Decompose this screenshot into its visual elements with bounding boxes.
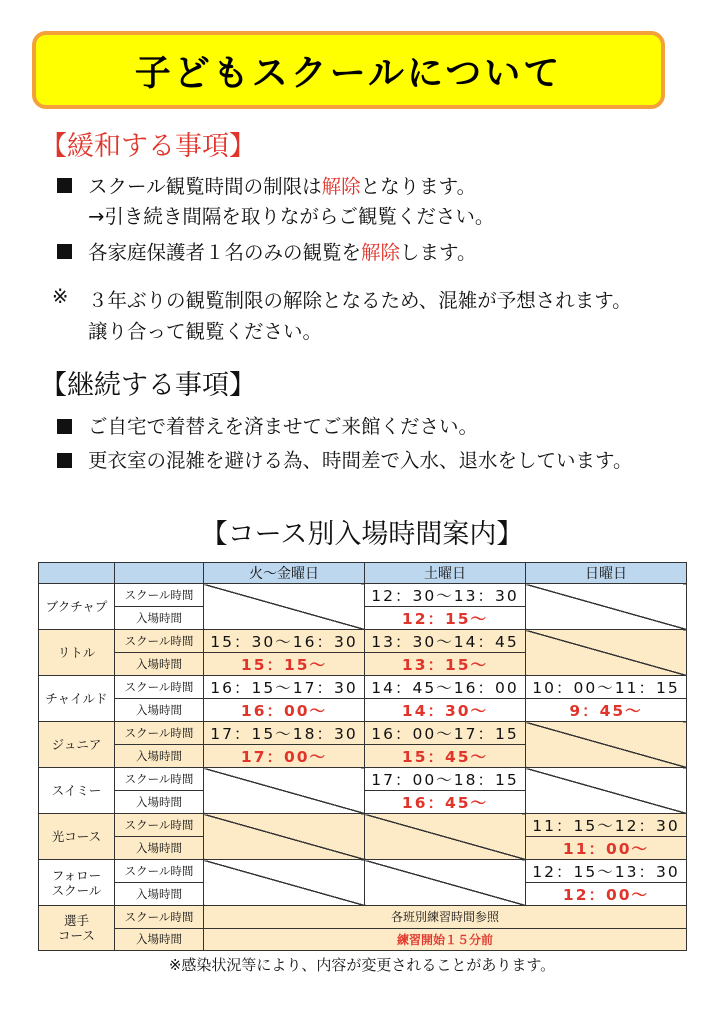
- no-class-cell: [526, 768, 687, 814]
- no-class-cell: [365, 814, 526, 860]
- row-label-school: スクール時間: [115, 768, 204, 791]
- entry-time: 16：45～: [365, 791, 526, 814]
- course-name-line-1: フォロー: [51, 867, 102, 883]
- table-row: [39, 676, 687, 699]
- course-name: ジュニア: [39, 722, 115, 768]
- continued-item-1: ご自宅で着替えを済ませてご来館ください。: [88, 415, 479, 438]
- course-name: スイミー: [39, 768, 115, 814]
- relaxed-item-1-sub: →引き続き間隔を取りながらご観覧ください。: [88, 205, 495, 228]
- table-row: [39, 860, 687, 883]
- header-weekday: 火～金曜日: [204, 563, 365, 584]
- row-label-entry: 入場時間: [115, 745, 204, 768]
- row-label-school: スクール時間: [115, 814, 204, 837]
- school-time: 16：00～17：15: [365, 722, 526, 745]
- row-label-school: スクール時間: [115, 906, 204, 929]
- school-time: 17：15～18：30: [204, 722, 365, 745]
- relaxed-item-2-text-a: 各家庭保護者１名のみの観覧を: [88, 241, 362, 264]
- table-row: [39, 814, 687, 837]
- entry-time: 13：15～: [365, 653, 526, 676]
- course-name: [39, 906, 115, 951]
- entry-time: 12：00～: [526, 883, 687, 906]
- table-header-row: [39, 563, 687, 584]
- course-name-line-2: コース: [58, 928, 95, 943]
- no-class-cell: [365, 860, 526, 906]
- continued-item-2: 更衣室の混雑を避ける為、時間差で入水、退水をしています。: [88, 449, 633, 472]
- entry-time: 15：15～: [204, 653, 365, 676]
- row-label-entry: 入場時間: [115, 653, 204, 676]
- row-label-entry: 入場時間: [115, 607, 204, 630]
- row-label-school: スクール時間: [115, 630, 204, 653]
- school-time: 11：15～12：30: [526, 814, 687, 837]
- table-row: [39, 630, 687, 653]
- entry-time: 11：00～: [526, 837, 687, 860]
- table-row: [39, 768, 687, 791]
- table-row: [39, 584, 687, 607]
- schedule-table: [38, 562, 687, 951]
- relaxed-item-2: [88, 237, 476, 265]
- practice-note: 各班別練習時間参照: [204, 906, 687, 929]
- row-label-school: スクール時間: [115, 722, 204, 745]
- no-class-cell: [526, 722, 687, 768]
- course-name-line-1: 選手: [63, 913, 89, 928]
- relaxed-item-1: [88, 171, 476, 199]
- school-time: 17：00～18：15: [365, 768, 526, 791]
- footnote: ※感染状況等により、内容が変更されることがあります。: [168, 956, 556, 974]
- bullet-icon: [57, 178, 72, 193]
- no-class-cell: [204, 584, 365, 630]
- school-time: 15：30～16：30: [204, 630, 365, 653]
- entry-time: 14：30～: [365, 699, 526, 722]
- page-title: 子どもスクールについて: [134, 52, 563, 94]
- header-sunday: 日曜日: [526, 563, 687, 584]
- course-name: チャイルド: [39, 676, 115, 722]
- row-label-entry: 入場時間: [115, 928, 204, 951]
- row-label-school: スクール時間: [115, 676, 204, 699]
- relaxed-item-2-highlight: 解除: [361, 241, 401, 264]
- row-label-school: スクール時間: [115, 860, 204, 883]
- schedule-title: 【コース別入場時間案内】: [200, 519, 524, 550]
- no-class-cell: [204, 768, 365, 814]
- school-time: 10：00～11：15: [526, 676, 687, 699]
- practice-entry-note: 練習開始１５分前: [204, 928, 687, 951]
- table-row: [39, 928, 687, 951]
- header-blank: [115, 563, 204, 584]
- row-label-entry: 入場時間: [115, 837, 204, 860]
- relaxed-item-1-highlight: 解除: [321, 175, 361, 198]
- course-name: 光コース: [39, 814, 115, 860]
- row-label-entry: 入場時間: [115, 791, 204, 814]
- relaxed-item-1-text-b: となります。: [360, 175, 477, 198]
- entry-time: 12：15～: [365, 607, 526, 630]
- school-time: 12：30～13：30: [365, 584, 526, 607]
- header-blank: [39, 563, 115, 584]
- no-class-cell: [204, 860, 365, 906]
- no-class-cell: [526, 630, 687, 676]
- school-time: 12：15～13：30: [526, 860, 687, 883]
- note-mark: ※: [52, 285, 69, 308]
- continued-heading: 【継続する事項】: [40, 370, 256, 401]
- relaxed-item-1-text-a: スクール観覧時間の制限は: [88, 175, 322, 198]
- course-name: [39, 860, 115, 906]
- course-name-line-2: スクール: [51, 882, 102, 898]
- course-name: ブクチャプ: [39, 584, 115, 630]
- no-class-cell: [204, 814, 365, 860]
- school-time: 16：15～17：30: [204, 676, 365, 699]
- row-label-entry: 入場時間: [115, 883, 204, 906]
- relaxed-heading: 【緩和する事項】: [40, 131, 256, 162]
- entry-time: 17：00～: [204, 745, 365, 768]
- bullet-icon: [57, 453, 72, 468]
- bullet-icon: [57, 244, 72, 259]
- header-saturday: 土曜日: [365, 563, 526, 584]
- course-name: リトル: [39, 630, 115, 676]
- table-row: [39, 906, 687, 929]
- entry-time: 16：00～: [204, 699, 365, 722]
- bullet-icon: [57, 419, 72, 434]
- table-row: [39, 722, 687, 745]
- title-banner: [32, 31, 665, 109]
- relaxed-item-2-text-b: します。: [400, 241, 477, 264]
- school-time: 14：45～16：00: [365, 676, 526, 699]
- entry-time: 15：45～: [365, 745, 526, 768]
- no-class-cell: [526, 584, 687, 630]
- school-time: 13：30～14：45: [365, 630, 526, 653]
- table-row: [39, 699, 687, 722]
- row-label-entry: 入場時間: [115, 699, 204, 722]
- entry-time: 9：45～: [526, 699, 687, 722]
- relaxed-note-line-1: ３年ぶりの観覧制限の解除となるため、混雑が予想されます。: [88, 289, 632, 312]
- relaxed-note-line-2: 譲り合って観覧ください。: [88, 320, 323, 343]
- row-label-school: スクール時間: [115, 584, 204, 607]
